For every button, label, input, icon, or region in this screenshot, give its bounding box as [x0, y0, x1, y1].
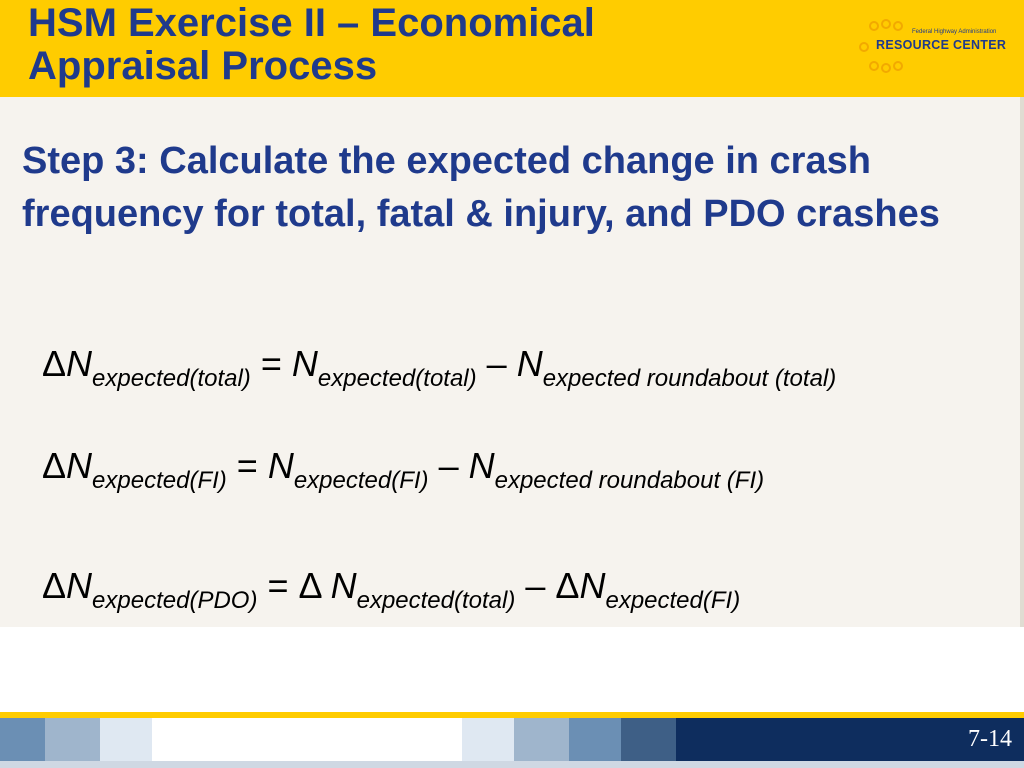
logo-main-text: RESOURCE CENTER [876, 38, 1007, 52]
footer-block [621, 718, 676, 761]
slide-title-line2: Appraisal Process [28, 44, 378, 88]
delta-symbol: Δ [555, 565, 580, 606]
equation-lhs-subscript: expected(PDO) [92, 587, 258, 614]
equation-term-subscript: expected(FI) [293, 467, 429, 494]
variable-n: N [330, 565, 357, 606]
equation-fatal-injury [42, 445, 764, 495]
footer-block [100, 718, 152, 761]
equation-term-subscript: expected roundabout (total) [542, 365, 837, 392]
variable-n: N [66, 343, 93, 384]
minus-sign: – [438, 445, 459, 486]
minus-sign: – [525, 565, 546, 606]
equation-term-subscript: expected(total) [356, 587, 516, 614]
footer-bottom-strip [0, 761, 1024, 768]
variable-n: N [291, 343, 318, 384]
delta-symbol: Δ [298, 565, 321, 606]
resource-center-logo [858, 18, 1024, 74]
equation-term-subscript: expected(total) [317, 365, 477, 392]
variable-n: N [579, 565, 606, 606]
variable-n: N [468, 445, 495, 486]
equation-total [42, 343, 836, 393]
footer-block [45, 718, 100, 761]
slide-title [28, 2, 595, 88]
variable-n: N [516, 343, 543, 384]
equation-pdo [42, 565, 740, 615]
delta-symbol: Δ [42, 445, 67, 486]
page-number: 7-14 [968, 726, 1012, 752]
delta-symbol: Δ [42, 343, 67, 384]
delta-symbol: Δ [42, 565, 67, 606]
footer-block [514, 718, 569, 761]
variable-n: N [267, 445, 294, 486]
equals-sign: = [236, 445, 258, 486]
variable-n: N [66, 445, 93, 486]
equals-sign: = [267, 565, 289, 606]
content-bottom-strip [0, 627, 1024, 714]
footer-block [462, 718, 514, 761]
footer-block [0, 718, 45, 761]
footer-block [152, 718, 462, 761]
slide-title-line1: HSM Exercise II – Economical [28, 1, 595, 45]
equation-lhs-subscript: expected(FI) [92, 467, 227, 494]
step-heading: Step 3: Calculate the expected change in crash frequency for total, fatal & injury, and PDO crashes [22, 140, 940, 235]
logo-agency-text: Federal Highway Administration [912, 29, 997, 35]
minus-sign: – [486, 343, 507, 384]
variable-n: N [66, 565, 93, 606]
footer-block [569, 718, 621, 761]
equation-term-subscript: expected roundabout (FI) [494, 467, 765, 494]
equation-term-subscript: expected(FI) [605, 587, 741, 614]
equals-sign: = [260, 343, 282, 384]
equation-lhs-subscript: expected(total) [92, 365, 251, 392]
